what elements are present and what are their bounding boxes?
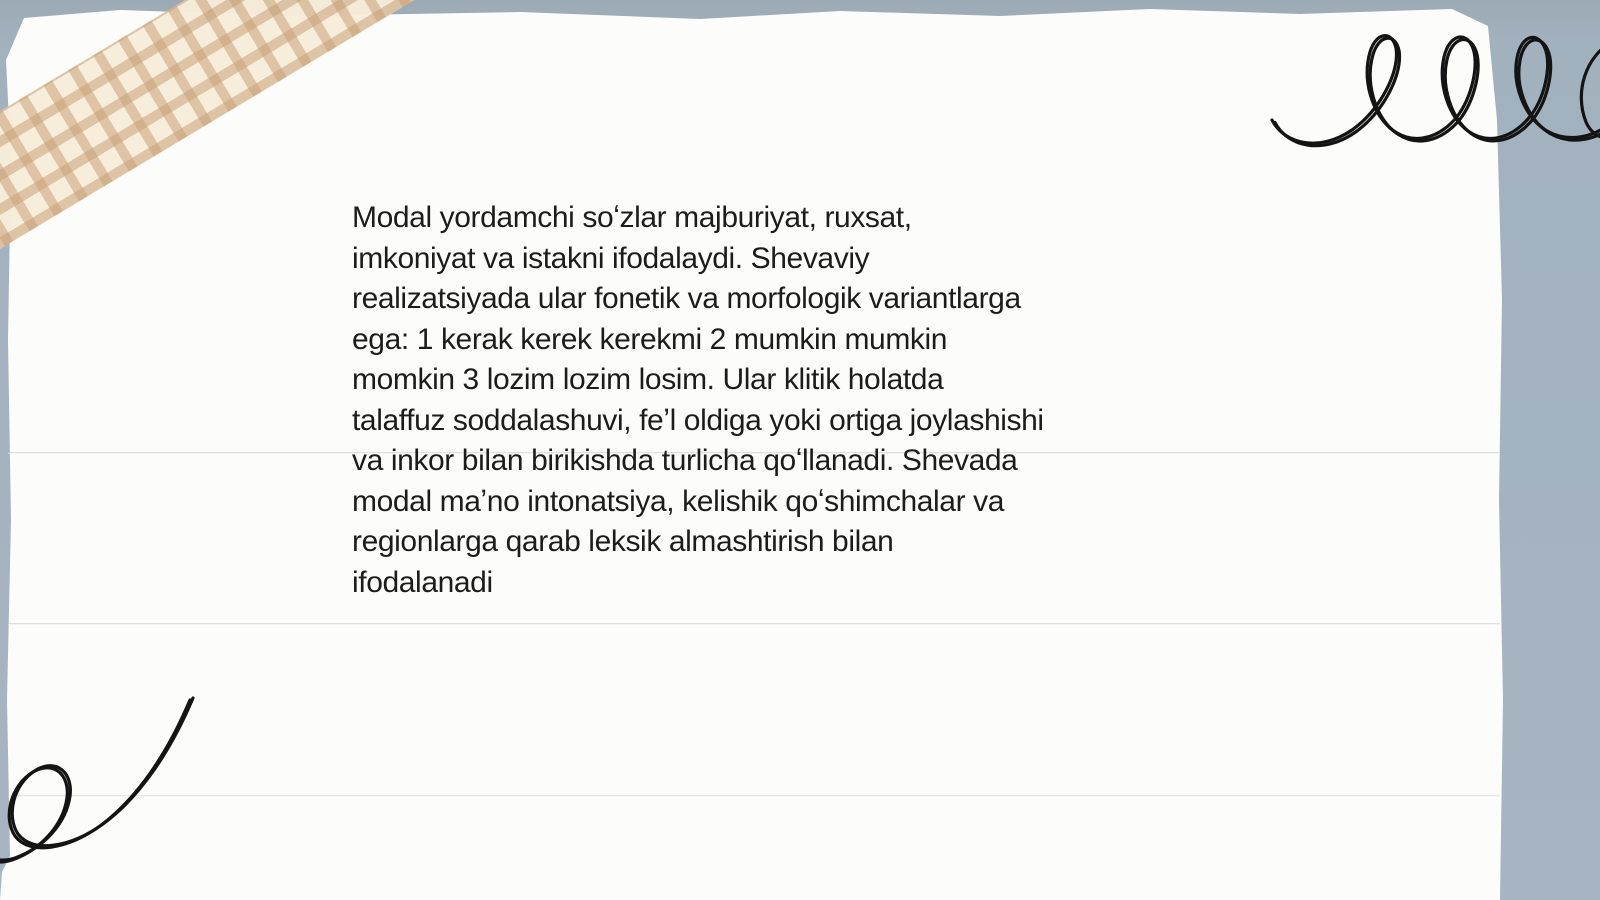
note-text-line: Modal yordamchi soʻzlar majburiyat, ruxsat, [352,201,912,234]
note-text-block [352,198,1252,603]
note-text-line: ifodalanadi [352,565,493,599]
note-text-line: modal maʼno intonatsiya, kelishik qoʻshimchalar va [352,484,1004,518]
note-text-line: momkin 3 lozim lozim losim. Ular klitik holatda [352,363,944,396]
note-text-line: va inkor bilan birikishda turlicha qoʻllanadi. Shevada [352,444,1018,477]
paper-seam-line [8,795,1500,797]
paper-seam-line [8,623,1500,625]
note-text-line: talaffuz soddalashuvi, feʼl oldiga yoki ortiga joylashishi [352,403,1044,437]
note-text-line: regionlarga qarab leksik almashtirish bilan [352,525,894,558]
note-text-line: realizatsiyada ular fonetik va morfologik variantlarga [352,282,1021,315]
note-text-line: imkoniyat va istakni ifodalaydi. Shevaviy [352,241,870,275]
note-text-line: ega: 1 kerak kerek kerekmi 2 mumkin mumkin [352,322,948,356]
